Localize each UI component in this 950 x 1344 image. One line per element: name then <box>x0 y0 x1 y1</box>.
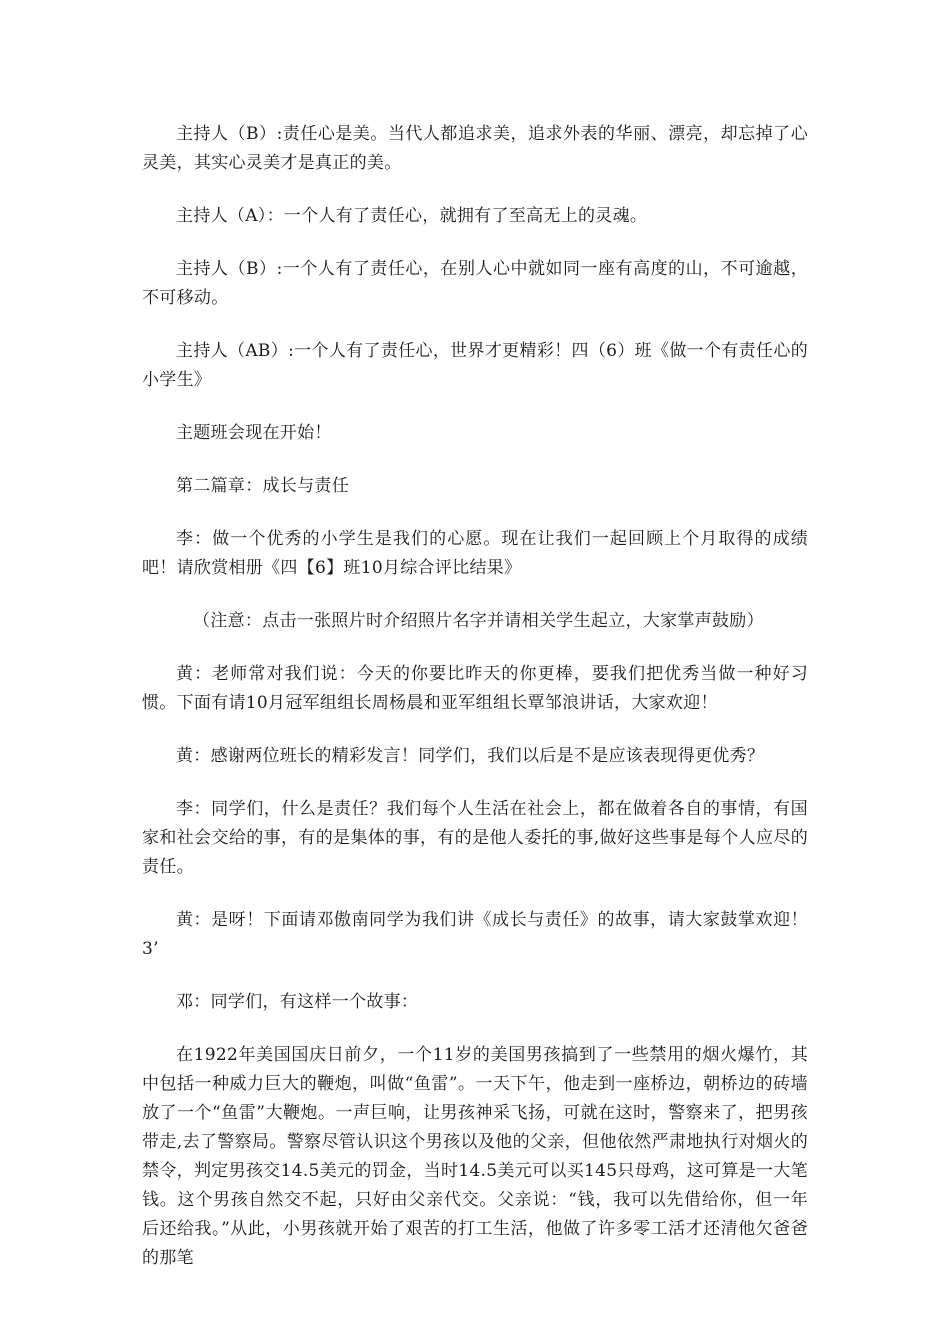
paragraph-huang-habit: 黄：老师常对我们说：今天的你要比昨天的你更棒，要我们把优秀当做一种好习惯。下面有请10月冠军组组长周杨晨和亚军组组长覃邹浪讲话，大家欢迎！ <box>142 664 808 713</box>
paragraph-host-b-mountain: 主持人（B）:一个人有了责任心，在别人心中就如同一座有高度的山，不可逾越，不可移动。 <box>142 259 808 308</box>
paragraph-host-b-beauty: 主持人（B）:责任心是美。当代人都追求美，追求外表的华丽、漂亮，却忘掉了心灵美，其实心灵美才是真正的美。 <box>142 124 808 173</box>
paragraph-li-responsibility: 李：同学们，什么是责任？我们每个人生活在社会上，都在做着各自的事情，有国家和社会交给的事，有的是集体的事，有的是他人委托的事,做好这些事是每个人应尽的责任。 <box>142 799 808 877</box>
paragraph-meeting-start: 主题班会现在开始！ <box>176 423 332 443</box>
paragraph-story: 在1922年美国国庆日前夕，一个11岁的美国男孩搞到了一些禁用的烟火爆竹，其中包括一种威力巨大的鞭炮，叫做“鱼雷”。一天下午，他走到一座桥边，朝桥边的砖墙放了一个“鱼雷”大鞭炮。一声巨响，让男孩神采飞扬，可就在这时，警察来了，把男孩带走,去了警察局。警察尽管认识这个男孩以及他的父亲，但他依然严肃地执行对烟火的禁令，判定男孩交14.5美元的罚金，当时14.5美元可以买145只母鸡，这可算是一大笔钱。这个男孩自然交不起，只好由父亲代交。父亲说：“钱，我可以先借给你，但一年后还给我。”从此，小男孩就开始了艰苦的打工生活，他做了许多零工活才还清他欠爸爸的那笔 <box>142 1045 808 1268</box>
paragraph-host-a-soul: 主持人（A）：一个人有了责任心，就拥有了至高无上的灵魂。 <box>176 206 648 226</box>
paragraph-deng-opening: 邓：同学们，有这样一个故事： <box>176 992 419 1012</box>
paragraph-huang-thanks: 黄：感谢两位班长的精彩发言！同学们，我们以后是不是应该表现得更优秀？ <box>176 746 765 766</box>
document-body <box>142 120 808 1273</box>
paragraph-huang-story-intro: 黄：是呀！下面请邓傲南同学为我们讲《成长与责任》的故事，请大家鼓掌欢迎！3’ <box>142 910 808 959</box>
paragraph-note: （注意：点击一张照片时介绍照片名字并请相关学生起立，大家掌声鼓励） <box>193 611 764 631</box>
chapter-heading: 第二篇章：成长与责任 <box>176 476 349 496</box>
paragraph-li-album: 李：做一个优秀的小学生是我们的心愿。现在让我们一起回顾上个月取得的成绩吧！请欣赏相册《四【6】班10月综合评比结果》 <box>142 529 808 578</box>
paragraph-host-ab-title: 主持人（AB）:一个人有了责任心，世界才更精彩！四（6）班《做一个有责任心的小学生》 <box>142 341 808 390</box>
